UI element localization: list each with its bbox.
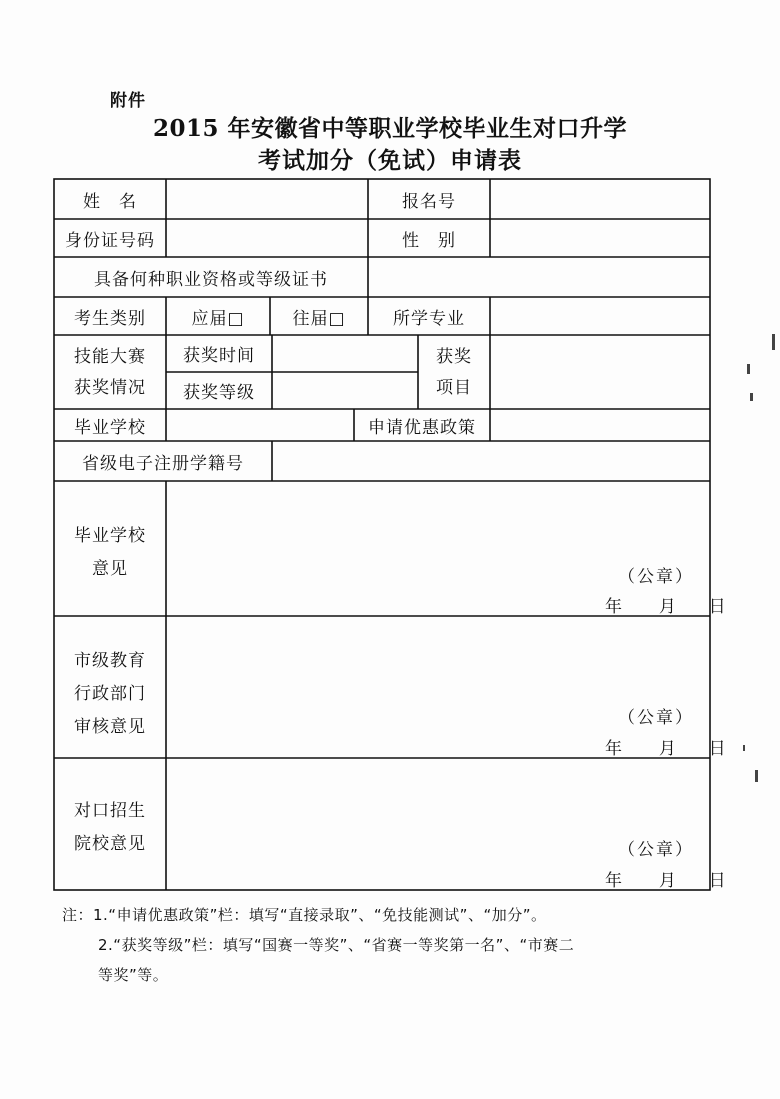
college-opinion-label-line2: 院校意见 [74,834,146,854]
school-opinion-field[interactable] [166,481,710,561]
college-official-seal: （公章） [618,840,694,860]
scan-speck [750,393,753,401]
award-level-label: 获奖等级 [183,383,255,403]
name-field[interactable] [166,179,368,219]
award-item-label [418,342,490,404]
city-opinion-date [605,734,726,759]
student-registry-number-field[interactable] [272,441,710,481]
date-month: 月 [658,597,676,617]
date-year: 年 [605,871,622,891]
award-time-field[interactable] [272,335,418,372]
skill-competition-label [54,342,166,404]
city-official-seal: （公章） [618,708,694,728]
school-opinion-label-line2: 意见 [92,559,128,579]
scan-speck [772,334,775,350]
award-item-label-line1: 获奖 [436,347,472,367]
date-day: 日 [708,739,726,759]
school-opinion-date [605,592,726,617]
name-label: 姓 名 [83,191,137,212]
id-number-label: 身份证号码 [65,230,155,251]
college-opinion-label [54,795,166,861]
graduation-school-field[interactable] [166,409,354,441]
award-level-field[interactable] [272,372,418,409]
date-month: 月 [658,871,676,891]
college-opinion-date [605,866,726,891]
school-opinion-label-line1: 毕业学校 [74,526,146,546]
certificate-label: 具备何种职业资格或等级证书 [94,269,328,290]
city-opinion-label-line1: 市级教育 [74,651,146,671]
student-registry-number-label: 省级电子注册学籍号 [82,453,244,474]
form-title-line1: 2015 年安徽省中等职业学校毕业生对口升学 [152,115,628,142]
city-education-opinion-field[interactable] [166,616,710,701]
city-opinion-label-line2: 行政部门 [74,684,146,704]
note-line-3: 等奖”等。 [98,966,169,984]
certificate-field[interactable] [368,257,710,297]
major-field[interactable] [490,297,710,335]
award-item-label-line2: 项目 [436,378,472,398]
city-education-opinion-label [54,645,166,744]
id-number-field[interactable] [166,219,368,257]
major-label: 所学专业 [393,308,465,329]
registration-number-field[interactable] [490,179,710,219]
school-official-seal: （公章） [618,567,694,587]
award-item-field[interactable] [490,335,710,409]
preferential-policy-field[interactable] [490,409,710,441]
note-line-1: 注：1.“申请优惠政策”栏：填写“直接录取”、“免技能测试”、“加分”。 [62,906,547,924]
gender-label: 性 别 [402,230,456,251]
current-graduate-checkbox[interactable]: 应届□ [191,308,245,329]
date-year: 年 [605,739,622,759]
school-opinion-label [54,520,166,586]
candidate-category-label: 考生类别 [74,308,146,329]
skill-competition-label-line1: 技能大赛 [74,347,146,367]
college-opinion-field[interactable] [166,758,710,833]
city-opinion-label-line3: 审核意见 [74,717,146,737]
preferential-policy-label: 申请优惠政策 [368,417,476,438]
date-month: 月 [658,739,676,759]
graduation-school-label: 毕业学校 [74,417,146,438]
scan-speck [747,364,750,374]
attachment-label: 附件 [110,91,146,111]
date-day: 日 [708,871,726,891]
form-title-line2: 考试加分（免试）申请表 [258,147,522,174]
form-notes [62,900,574,990]
award-time-label: 获奖时间 [183,346,255,366]
past-graduate-checkbox[interactable]: 往届□ [292,308,346,329]
date-year: 年 [605,597,622,617]
skill-competition-label-line2: 获奖情况 [74,378,146,398]
college-opinion-label-line1: 对口招生 [74,801,146,821]
scan-speck [755,770,758,782]
registration-number-label: 报名号 [402,191,456,212]
scan-speck [743,745,745,751]
gender-field[interactable] [490,219,710,257]
date-day: 日 [708,597,726,617]
note-line-2: 2.“获奖等级”栏：填写“国赛一等奖”、“省赛一等奖第一名”、“市赛二 [98,936,575,954]
